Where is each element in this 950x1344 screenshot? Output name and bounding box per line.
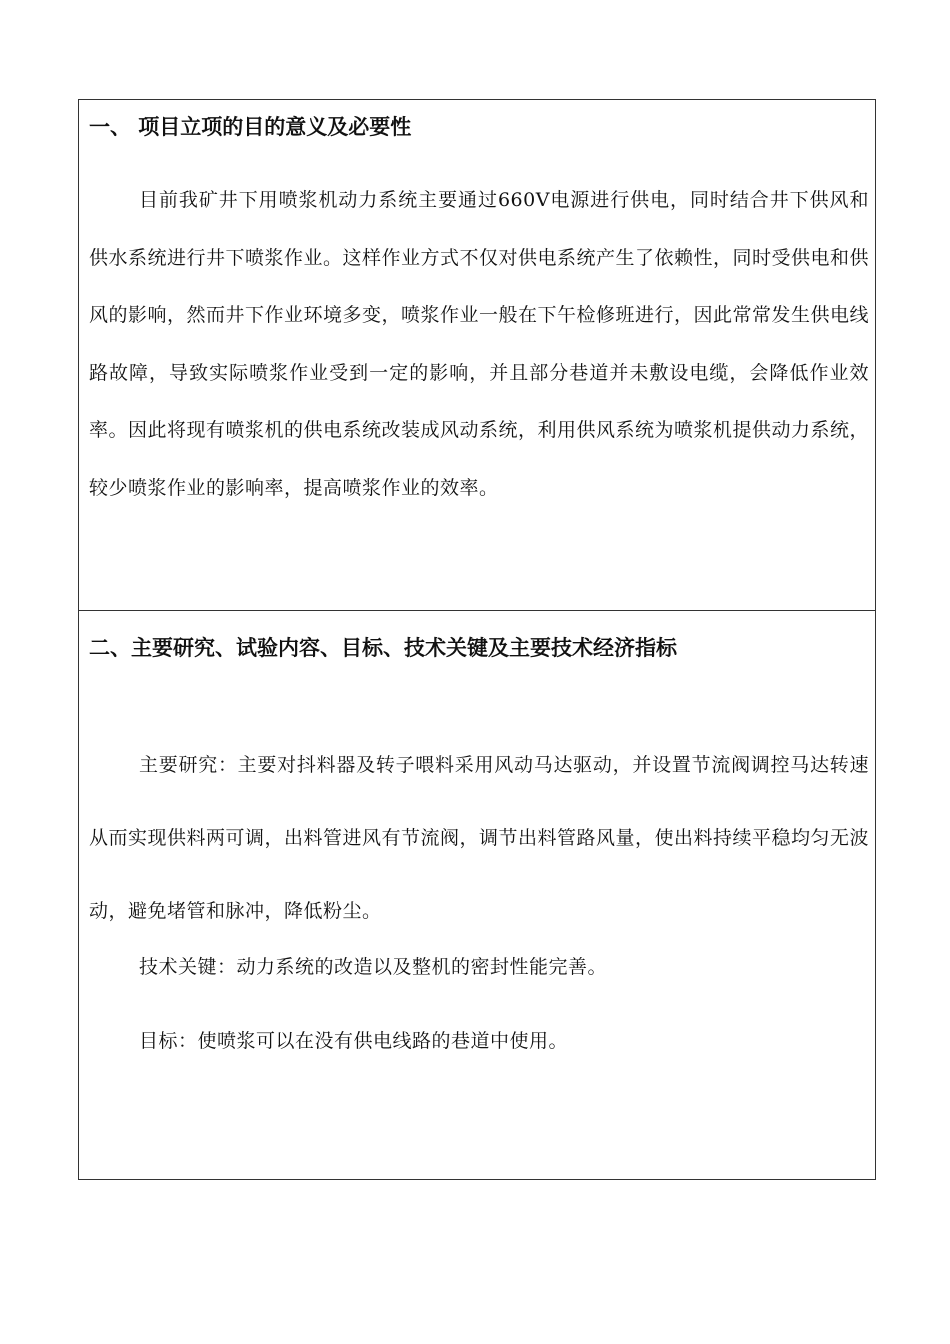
document-table — [78, 99, 876, 1180]
section-research — [79, 611, 875, 1179]
purpose-paragraph: 目前我矿井下用喷浆机动力系统主要通过660V电源进行供电，同时结合井下供风和供水系统进行井下喷浆作业。这样作业方式不仅对供电系统产生了依赖性，同时受供电和供风的影响，然而井下作业环境多变，喷浆作业一般在下午检修班进行，因此常常发生供电线路故障，导致实际喷浆作业受到一定的影响，并且部分巷道并未敷设电缆，会降低作业效率。因此将现有喷浆机的供电系统改装成风动系统，利用供风系统为喷浆机提供动力系统，较少喷浆作业的影响率，提高喷浆作业的效率。 — [89, 189, 870, 499]
section-heading-purpose: 一、 项目立项的目的意义及必要性 — [89, 115, 412, 139]
goal-paragraph: 目标：使喷浆可以在没有供电线路的巷道中使用。 — [139, 1030, 569, 1052]
section-heading-research: 二、主要研究、试验内容、目标、技术关键及主要技术经济指标 — [89, 636, 677, 660]
key-tech-paragraph: 技术关键：动力系统的改造以及整机的密封性能完善。 — [139, 956, 608, 978]
research-paragraph: 主要研究：主要对抖料器及转子喂料采用风动马达驱动，并设置节流阀调控马达转速从而实现供料两可调，出料管进风有节流阀，调节出料管路风量，使出料持续平稳均匀无波动，避免堵管和脉冲，降低粉尘。 — [89, 754, 870, 922]
section-purpose — [79, 100, 875, 611]
